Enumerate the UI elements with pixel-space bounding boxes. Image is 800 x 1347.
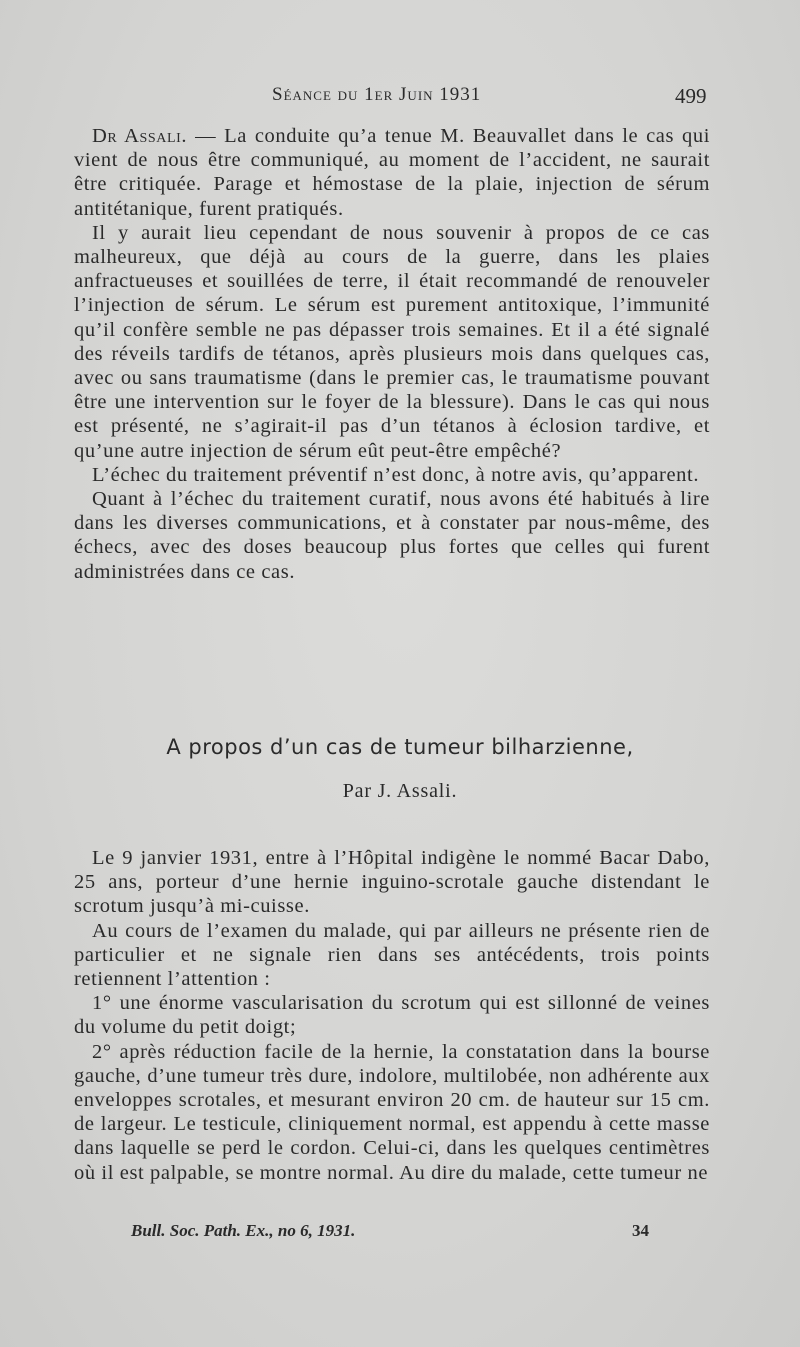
paragraph: 2° après réduction facile de la hernie, la constatation dans la bourse gauche, d’une tumeur très dure, indolore, multilobée, non adhérente aux enveloppes scrotales, et mesurant environ 20 cm. de hauteur sur 15 cm. de largeur. Le testicule, cliniquement normal, est appendu à cette masse dans laquelle se perd le cordon. Celui-ci, dans les quelques centimètres où il est palpable, se montre normal. Au dire du malade, cette tumeur ne [74, 1040, 710, 1184]
signature-mark: 34 [632, 1221, 649, 1240]
page-header [0, 84, 800, 114]
paragraph-text: — La conduite qu’a tenue M. Beauvallet dans le cas qui vient de nous être communiqué, au moment de l’accident, ne saurait être critiquée. Parage et hémostase de la plaie, injection de sérum antitétanique, furent pratiqués. [74, 125, 711, 220]
article-title: A propos d’un cas de tumeur bilharzienne, [166, 735, 634, 759]
paragraph: Il y aurait lieu cependant de nous souvenir à propos de ce cas malheureux, que déjà au cours de la guerre, dans les plaies anfractueuses et souillées de terre, il était recommandé de renouveler l’injection de sérum. Le sérum est purement antitoxique, l’immunité qu’il confère semble ne pas dépasser trois semaines. Et il a été signalé des réveils tardifs de tétanos, après plusieurs mois dans quelques cas, avec ou sans traumatisme (dans le premier cas, le traumatisme pouvant être une intervention sur le foyer de la blessure). Dans le cas qui nous est présenté, ne s’agirait-il pas d’un tétanos à éclosion tardive, et qu’une autre injection de sérum eût peut-être empêché? [74, 221, 710, 462]
paragraph [74, 124, 710, 221]
page-footer [0, 1221, 800, 1247]
page-number: 499 [675, 84, 707, 108]
journal-citation: Bull. Soc. Path. Ex., no 6, 1931. [131, 1221, 356, 1240]
article-byline: Par J. Assali. [342, 780, 458, 802]
paragraph: 1° une énorme vascularisation du scrotum qui est sillonné de veines du volume du petit doigt; [74, 992, 710, 1039]
article-text [74, 846, 710, 1185]
discussion-text [74, 124, 710, 584]
running-head: Séance du 1er Juin 1931 [272, 84, 482, 105]
paragraph: L’échec du traitement préventif n’est donc, à notre avis, qu’apparent. [92, 463, 700, 486]
paragraph: Le 9 janvier 1931, entre à l’Hôpital indigène le nommé Bacar Dabo, 25 ans, porteur d’une hernie inguino-scrotale gauche distendant le scrotum jusqu’à mi-cuisse. [74, 847, 710, 918]
paragraph: Au cours de l’examen du malade, qui par ailleurs ne présente rien de particulier et ne signale rien dans ses antécédents, trois points retiennent l’attention : [74, 919, 710, 991]
paragraph: Quant à l’échec du traitement curatif, nous avons été habitués à lire dans les diverses communications, et à constater par nous-même, des échecs, avec des doses beaucoup plus fortes que celles qui furent administrées dans ce cas. [74, 488, 710, 583]
speaker-name: Dr Assali. [92, 125, 188, 147]
